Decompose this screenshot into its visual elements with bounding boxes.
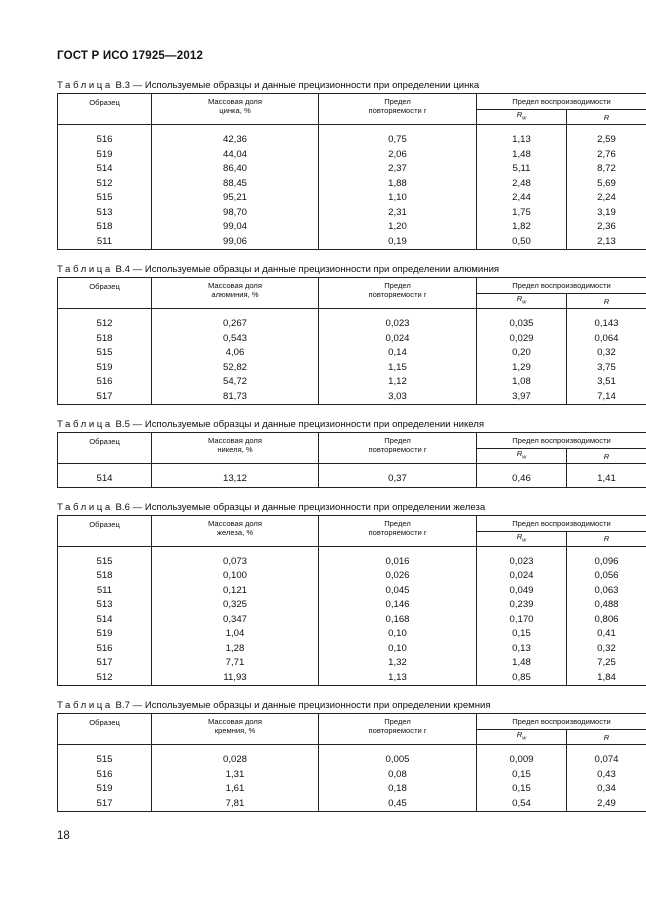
cell-r: 7,25 [567, 656, 646, 671]
cell-repeatability: 0,005 [319, 753, 477, 768]
header-r: R [567, 730, 646, 745]
cell-mass: 7,71 [152, 656, 319, 671]
cell-mass: 99,04 [152, 220, 319, 235]
header-r: R [567, 110, 646, 125]
cell-sample: 514 [58, 162, 152, 177]
header-rw-letter: R [516, 110, 523, 120]
header-reproducibility: Предел воспроизводимости [477, 714, 646, 730]
header-mass-fraction [152, 433, 319, 464]
cell-repeatability: 0,045 [319, 584, 477, 599]
table-row [58, 627, 646, 642]
tables-container [57, 78, 619, 812]
cell-sample: 518 [58, 332, 152, 347]
cell-r: 3,75 [567, 361, 646, 376]
cell-repeatability: 3,03 [319, 390, 477, 405]
cell-r: 2,59 [567, 133, 646, 148]
header-sample: Образец [58, 515, 152, 546]
cell-r: 0,063 [567, 584, 646, 599]
header-rw-sub: w [522, 299, 527, 306]
cell-rw: 0,035 [477, 317, 567, 332]
header-mass-fraction [152, 278, 319, 309]
spacer-row [58, 546, 646, 555]
table-block [57, 698, 619, 812]
cell-mass: 44,04 [152, 148, 319, 163]
cell-mass: 52,82 [152, 361, 319, 376]
cell-rw: 0,85 [477, 671, 567, 686]
table-caption-label: Таблица [57, 80, 113, 91]
header-rw [477, 294, 567, 309]
cell-sample: 511 [58, 584, 152, 599]
cell-rw: 0,009 [477, 753, 567, 768]
header-reproducibility: Предел воспроизводимости [477, 94, 646, 110]
table-caption-label: Таблица [57, 419, 113, 430]
cell-mass: 0,073 [152, 555, 319, 570]
header-mass-line1: Массовая доля [208, 97, 262, 106]
cell-mass: 86,40 [152, 162, 319, 177]
table-caption-title: — Используемые образцы и данные прецизионности при определении никеля [132, 419, 485, 430]
cell-rw: 1,29 [477, 361, 567, 376]
cell-repeatability: 0,18 [319, 782, 477, 797]
cell-mass: 0,121 [152, 584, 319, 599]
cell-r: 3,51 [567, 375, 646, 390]
cell-sample: 513 [58, 598, 152, 613]
cell-mass: 0,028 [152, 753, 319, 768]
table-row [58, 642, 646, 657]
cell-rw: 1,13 [477, 133, 567, 148]
table-row [58, 235, 646, 250]
cell-repeatability: 0,10 [319, 627, 477, 642]
cell-r: 7,14 [567, 390, 646, 405]
header-r: R [567, 294, 646, 309]
cell-sample: 516 [58, 133, 152, 148]
cell-repeatability: 2,31 [319, 206, 477, 221]
header-reproducibility: Предел воспроизводимости [477, 515, 646, 531]
header-rw-sub: w [522, 735, 527, 742]
cell-sample: 514 [58, 613, 152, 628]
cell-r: 0,34 [567, 782, 646, 797]
table-row [58, 656, 646, 671]
table-caption [57, 262, 591, 277]
document-header: ГОСТ Р ИСО 17925—2012 [57, 50, 204, 62]
header-rep-line2: повторяемости r [368, 445, 427, 454]
cell-rw: 0,46 [477, 472, 567, 487]
table-block [57, 500, 619, 687]
cell-rw: 1,08 [477, 375, 567, 390]
table-caption [57, 698, 591, 713]
cell-repeatability: 0,024 [319, 332, 477, 347]
table-caption-title: — Используемые образцы и данные прецизионности при определении железа [132, 501, 486, 513]
header-rw [477, 531, 567, 546]
cell-sample: 511 [58, 235, 152, 250]
header-mass-line2: алюминия, % [211, 290, 259, 299]
spacer-row [58, 745, 646, 754]
header-rep-line2: повторяемости r [368, 726, 427, 735]
cell-sample: 515 [58, 753, 152, 768]
cell-mass: 1,61 [152, 782, 319, 797]
table-row [58, 148, 646, 163]
cell-mass: 98,70 [152, 206, 319, 221]
cell-mass: 99,06 [152, 235, 319, 250]
cell-mass: 0,267 [152, 317, 319, 332]
precision-table [57, 277, 646, 405]
cell-r: 0,806 [567, 613, 646, 628]
cell-repeatability: 0,37 [319, 472, 477, 487]
cell-r: 5,69 [567, 177, 646, 192]
header-r: R [567, 531, 646, 546]
cell-mass: 81,73 [152, 390, 319, 405]
cell-rw: 1,82 [477, 220, 567, 235]
cell-rw: 0,13 [477, 642, 567, 657]
table-caption-title: — Используемые образцы и данные прецизионности при определении кремния [132, 700, 491, 711]
cell-r: 8,72 [567, 162, 646, 177]
cell-rw: 5,11 [477, 162, 567, 177]
precision-table [57, 515, 646, 687]
cell-rw: 0,15 [477, 768, 567, 783]
cell-repeatability: 0,168 [319, 613, 477, 628]
cell-sample: 512 [58, 177, 152, 192]
table-row [58, 782, 646, 797]
table-row [58, 162, 646, 177]
header-reproducibility: Предел воспроизводимости [477, 433, 646, 449]
cell-repeatability: 1,88 [319, 177, 477, 192]
spacer-row [58, 309, 646, 318]
table-row [58, 133, 646, 148]
cell-sample: 512 [58, 317, 152, 332]
header-repeatability [319, 714, 477, 745]
cell-mass: 0,100 [152, 569, 319, 584]
table-block [57, 78, 616, 250]
cell-r: 2,24 [567, 191, 646, 206]
header-rw [477, 730, 567, 745]
header-rep-line2: повторяемости r [368, 106, 427, 115]
cell-repeatability: 0,016 [319, 555, 477, 570]
table-row [58, 375, 646, 390]
cell-rw: 0,170 [477, 613, 567, 628]
cell-sample: 516 [58, 375, 152, 390]
header-repeatability [319, 515, 477, 546]
table-row [58, 332, 646, 347]
table-caption [57, 500, 591, 515]
cell-r: 0,056 [567, 569, 646, 584]
header-mass-fraction [152, 515, 319, 546]
cell-sample: 516 [58, 768, 152, 783]
header-sample: Образец [58, 94, 152, 125]
header-rw [477, 449, 567, 464]
table-row [58, 671, 646, 686]
table-caption-number: В.4 [115, 264, 130, 275]
header-repeatability [319, 94, 477, 125]
cell-repeatability: 1,32 [319, 656, 477, 671]
cell-rw: 0,049 [477, 584, 567, 599]
cell-rw: 0,023 [477, 555, 567, 570]
cell-mass: 95,21 [152, 191, 319, 206]
table-row [58, 613, 646, 628]
cell-rw: 0,50 [477, 235, 567, 250]
cell-r: 1,84 [567, 671, 646, 686]
cell-rw: 0,20 [477, 346, 567, 361]
table-caption-title: — Используемые образцы и данные прецизионности при определении цинка [132, 80, 480, 91]
header-sample: Образец [58, 433, 152, 464]
table-caption-number: В.3 [115, 80, 130, 91]
header-rep-line1: Предел [384, 518, 411, 528]
header-rep-line2: повторяемости r [368, 527, 427, 537]
header-mass-line2: кремния, % [214, 726, 256, 735]
table-row [58, 472, 646, 487]
cell-repeatability: 0,08 [319, 768, 477, 783]
precision-table [57, 713, 646, 812]
cell-sample: 519 [58, 627, 152, 642]
cell-r: 2,76 [567, 148, 646, 163]
table-caption-number: В.7 [115, 700, 130, 711]
cell-r: 0,41 [567, 627, 646, 642]
header-mass-line2: цинка, % [219, 106, 251, 115]
cell-repeatability: 0,19 [319, 235, 477, 250]
header-repeatability [319, 278, 477, 309]
header-mass-line1: Массовая доля [208, 717, 262, 726]
table-block [57, 262, 619, 405]
table-row [58, 346, 646, 361]
table-row [58, 317, 646, 332]
table-row [58, 768, 646, 783]
table-row [58, 598, 646, 613]
precision-table [57, 93, 646, 250]
header-mass-line1: Массовая доля [208, 281, 262, 290]
cell-rw: 0,029 [477, 332, 567, 347]
table-row [58, 569, 646, 584]
cell-rw: 1,75 [477, 206, 567, 221]
cell-sample: 516 [58, 642, 152, 657]
cell-rw: 0,15 [477, 782, 567, 797]
cell-r: 1,41 [567, 472, 646, 487]
table-row [58, 220, 646, 235]
table-row [58, 753, 646, 768]
cell-rw: 3,97 [477, 390, 567, 405]
header-reproducibility: Предел воспроизводимости [477, 278, 646, 294]
cell-sample: 518 [58, 569, 152, 584]
header-r: R [567, 449, 646, 464]
cell-sample: 517 [58, 797, 152, 812]
header-rep-line1: Предел [384, 281, 411, 290]
cell-rw: 2,48 [477, 177, 567, 192]
cell-r: 0,488 [567, 598, 646, 613]
cell-repeatability: 2,06 [319, 148, 477, 163]
cell-rw: 0,024 [477, 569, 567, 584]
cell-r: 0,143 [567, 317, 646, 332]
spacer-row [58, 125, 646, 134]
cell-sample: 515 [58, 555, 152, 570]
cell-r: 2,13 [567, 235, 646, 250]
cell-repeatability: 0,026 [319, 569, 477, 584]
cell-repeatability: 0,023 [319, 317, 477, 332]
cell-repeatability: 0,45 [319, 797, 477, 812]
header-rep-line1: Предел [384, 436, 411, 445]
table-row [58, 584, 646, 599]
cell-r: 0,074 [567, 753, 646, 768]
table-caption-number: В.5 [115, 419, 130, 430]
cell-sample: 518 [58, 220, 152, 235]
cell-sample: 515 [58, 346, 152, 361]
table-caption-label: Таблица [57, 700, 113, 711]
header-mass-line2: никеля, % [217, 445, 253, 454]
cell-sample: 517 [58, 656, 152, 671]
header-mass-line1: Массовая доля [208, 436, 262, 445]
header-mass-line2: железа, % [216, 527, 254, 537]
cell-repeatability: 1,13 [319, 671, 477, 686]
cell-mass: 42,36 [152, 133, 319, 148]
precision-table [57, 432, 646, 488]
cell-mass: 0,325 [152, 598, 319, 613]
table-row [58, 797, 646, 812]
header-rw [477, 110, 567, 125]
cell-sample: 515 [58, 191, 152, 206]
cell-r: 3,19 [567, 206, 646, 221]
table-caption-label: Таблица [57, 264, 113, 275]
header-rep-line1: Предел [384, 717, 411, 726]
cell-repeatability: 0,146 [319, 598, 477, 613]
cell-sample: 519 [58, 148, 152, 163]
table-row [58, 206, 646, 221]
cell-mass: 7,81 [152, 797, 319, 812]
table-caption-title: — Используемые образцы и данные прецизионности при определении алюминия [132, 264, 500, 275]
cell-sample: 517 [58, 390, 152, 405]
cell-rw: 0,54 [477, 797, 567, 812]
header-mass-fraction [152, 714, 319, 745]
cell-r: 0,32 [567, 346, 646, 361]
cell-repeatability: 1,10 [319, 191, 477, 206]
cell-r: 2,36 [567, 220, 646, 235]
cell-mass: 54,72 [152, 375, 319, 390]
cell-sample: 512 [58, 671, 152, 686]
cell-r: 0,064 [567, 332, 646, 347]
header-rep-line2: повторяемости r [368, 290, 427, 299]
header-sample: Образец [58, 278, 152, 309]
header-rw-letter: R [516, 449, 523, 459]
cell-rw: 1,48 [477, 148, 567, 163]
cell-sample: 519 [58, 361, 152, 376]
cell-r: 0,32 [567, 642, 646, 657]
header-rw-letter: R [516, 294, 523, 304]
spacer-row [58, 464, 646, 473]
cell-r: 0,43 [567, 768, 646, 783]
table-caption [57, 78, 591, 93]
cell-repeatability: 1,12 [319, 375, 477, 390]
cell-r: 0,096 [567, 555, 646, 570]
cell-mass: 88,45 [152, 177, 319, 192]
cell-repeatability: 1,20 [319, 220, 477, 235]
header-rep-line1: Предел [384, 97, 411, 106]
cell-repeatability: 0,75 [319, 133, 477, 148]
header-rw-letter: R [516, 730, 523, 740]
cell-mass: 4,06 [152, 346, 319, 361]
cell-sample: 514 [58, 472, 152, 487]
header-rw-sub: w [522, 537, 527, 544]
cell-mass: 1,31 [152, 768, 319, 783]
header-rw-sub: w [522, 454, 527, 461]
header-rw-letter: R [516, 531, 523, 541]
cell-repeatability: 0,10 [319, 642, 477, 657]
cell-rw: 0,239 [477, 598, 567, 613]
cell-repeatability: 0,14 [319, 346, 477, 361]
cell-mass: 1,28 [152, 642, 319, 657]
cell-repeatability: 2,37 [319, 162, 477, 177]
cell-sample: 519 [58, 782, 152, 797]
table-row [58, 390, 646, 405]
header-repeatability [319, 433, 477, 464]
cell-rw: 2,44 [477, 191, 567, 206]
header-mass-line1: Массовая доля [208, 518, 262, 528]
table-row [58, 555, 646, 570]
cell-mass: 13,12 [152, 472, 319, 487]
table-row [58, 191, 646, 206]
cell-repeatability: 1,15 [319, 361, 477, 376]
table-caption-label: Таблица [57, 501, 113, 513]
table-block [57, 417, 616, 488]
header-mass-fraction [152, 94, 319, 125]
table-caption-number: В.6 [115, 501, 130, 513]
page-number: 18 [57, 830, 70, 842]
cell-mass: 1,04 [152, 627, 319, 642]
cell-mass: 0,347 [152, 613, 319, 628]
header-rw-sub: w [522, 115, 527, 122]
table-row [58, 177, 646, 192]
cell-sample: 513 [58, 206, 152, 221]
cell-mass: 0,543 [152, 332, 319, 347]
cell-rw: 0,15 [477, 627, 567, 642]
cell-mass: 11,93 [152, 671, 319, 686]
table-caption [57, 417, 591, 432]
table-row [58, 361, 646, 376]
cell-rw: 1,48 [477, 656, 567, 671]
header-sample: Образец [58, 714, 152, 745]
cell-r: 2,49 [567, 797, 646, 812]
